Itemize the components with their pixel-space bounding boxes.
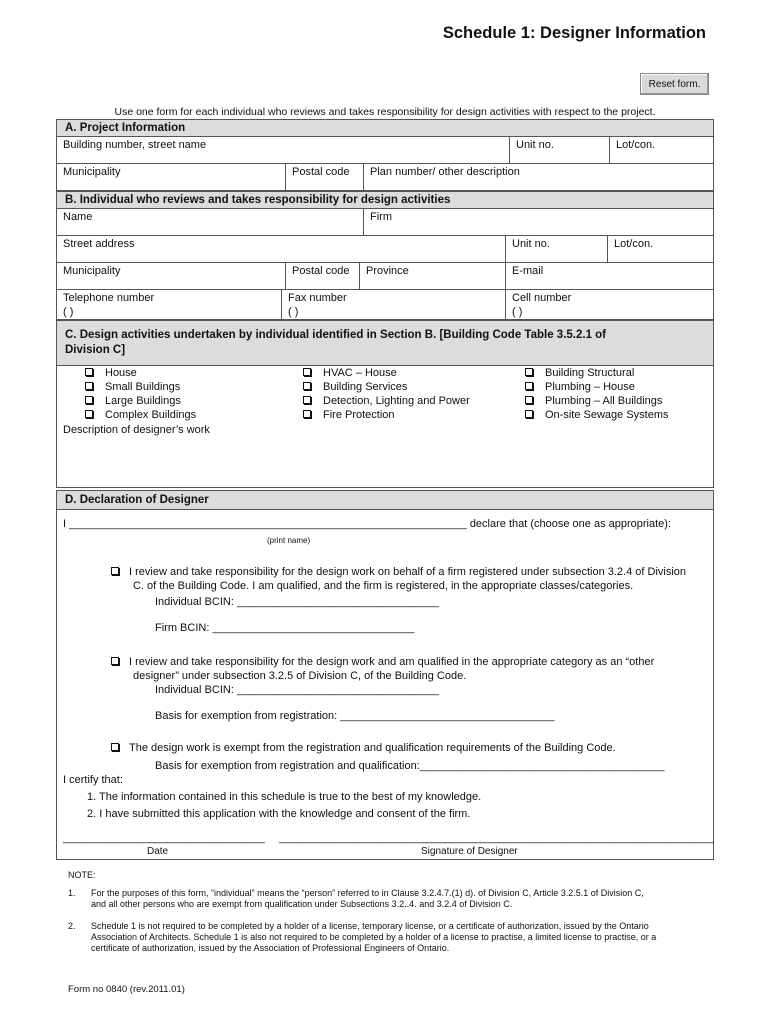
project-lot-field[interactable] bbox=[609, 137, 713, 163]
reset-form-button[interactable]: Reset form. bbox=[640, 73, 709, 95]
option-1-line-2: C. of the Building Code. I am qualified, and the firm is registered, in the appropriate classes/categories. bbox=[133, 580, 634, 592]
checkbox-complex-buildings[interactable]: Complex Buildings bbox=[85, 408, 196, 422]
checkbox-icon[interactable] bbox=[303, 410, 311, 418]
designer-municipality-field[interactable] bbox=[57, 263, 285, 289]
option-1-individual-bcin[interactable]: Individual BCIN: _________________________________ bbox=[155, 596, 439, 608]
designer-province-label: Province bbox=[366, 265, 409, 277]
page-title: Schedule 1: Designer Information bbox=[442, 24, 706, 42]
checkbox-icon[interactable] bbox=[525, 396, 533, 404]
designer-municipality-label: Municipality bbox=[63, 265, 121, 277]
date-field[interactable]: _________________________________ bbox=[63, 832, 265, 844]
project-postal-field[interactable] bbox=[285, 164, 363, 190]
checkbox-icon[interactable] bbox=[111, 657, 119, 665]
designer-firm-label: Firm bbox=[370, 211, 392, 223]
designer-cell-field[interactable] bbox=[505, 290, 713, 319]
designer-telephone-label: Telephone number bbox=[63, 292, 155, 304]
project-plan-field[interactable] bbox=[363, 164, 713, 190]
option-2-line-2: designer” under subsection 3.2.5 of Division C, of the Building Code. bbox=[133, 670, 467, 682]
checkbox-hvac-house[interactable]: HVAC – House bbox=[303, 366, 470, 380]
note-1-text: For the purposes of this form, “individual” means the “person” referred to in Clause 3.2.4.7.(1) d). of Division C, Article 3.2.5.1 of Division C, and all other persons who are exempt from qualification under Subsections 3.2..4. and 3.2.4 of Division C. bbox=[91, 888, 644, 909]
section-a-row-2 bbox=[56, 164, 714, 191]
section-c-heading-line-1: C. Design activities undertaken by individual identified in Section B. [Building Code Table 3.5.2.1 of bbox=[65, 329, 607, 341]
designer-postal-field[interactable] bbox=[285, 263, 359, 289]
designer-name-label: Name bbox=[63, 211, 93, 223]
designer-province-field[interactable] bbox=[359, 263, 505, 289]
project-municipality-label: Municipality bbox=[63, 166, 121, 178]
section-b-row-3 bbox=[56, 263, 714, 290]
signature-field[interactable]: _______________________________________________________________________ bbox=[279, 832, 714, 844]
designer-lot-label: Lot/con. bbox=[614, 238, 654, 250]
option-1[interactable]: I review and take responsibility for the design work on behalf of a firm registered under subsection 3.2.4 of Division bbox=[111, 566, 686, 578]
checkbox-icon[interactable] bbox=[525, 368, 533, 376]
section-c-heading bbox=[56, 320, 714, 366]
checkbox-icon[interactable] bbox=[303, 368, 311, 376]
print-name-caption: (print name) bbox=[267, 536, 311, 545]
checkbox-icon[interactable] bbox=[525, 382, 533, 390]
notes-heading: NOTE: bbox=[68, 870, 96, 880]
checkbox-icon[interactable] bbox=[85, 382, 93, 390]
section-b-heading: B. Individual who reviews and takes responsibility for design activities bbox=[56, 191, 714, 209]
checkbox-plumbing-all-buildings[interactable]: Plumbing – All Buildings bbox=[525, 394, 669, 408]
designer-street-field[interactable] bbox=[57, 236, 505, 262]
cell-area-code: ( ) bbox=[512, 306, 523, 318]
designer-cell-label: Cell number bbox=[512, 292, 572, 304]
declaration-box bbox=[56, 510, 714, 860]
designer-unit-label: Unit no. bbox=[512, 238, 550, 250]
checkbox-icon[interactable] bbox=[525, 410, 533, 418]
project-street-field[interactable] bbox=[57, 137, 509, 163]
checkbox-large-buildings[interactable]: Large Buildings bbox=[85, 394, 196, 408]
option-2-basis-exemption[interactable]: Basis for exemption from registration: ___________________________________ bbox=[155, 710, 555, 722]
checklist-column-2 bbox=[303, 366, 470, 422]
designer-telephone-field[interactable] bbox=[57, 290, 281, 319]
section-d-heading: D. Declaration of Designer bbox=[56, 490, 714, 510]
checkbox-icon[interactable] bbox=[85, 410, 93, 418]
option-1-firm-bcin[interactable]: Firm BCIN: _________________________________ bbox=[155, 622, 415, 634]
checkbox-icon[interactable] bbox=[85, 396, 93, 404]
checkbox-fire-protection[interactable]: Fire Protection bbox=[303, 408, 470, 422]
designer-email-field[interactable] bbox=[505, 263, 713, 289]
section-c-heading-line-2: Division C] bbox=[65, 344, 126, 356]
checkbox-icon[interactable] bbox=[111, 743, 119, 751]
option-3-basis-exemption[interactable]: Basis for exemption from registration and qualification:________________________________________ bbox=[155, 760, 665, 772]
fax-area-code: ( ) bbox=[288, 306, 299, 318]
checkbox-icon[interactable] bbox=[111, 567, 119, 575]
checkbox-building-structural[interactable]: Building Structural bbox=[525, 366, 669, 380]
designer-street-label: Street address bbox=[63, 238, 135, 250]
declare-line[interactable]: I _________________________________________________________________ declare that (choose one as appropriate): bbox=[63, 518, 671, 530]
checkbox-icon[interactable] bbox=[303, 396, 311, 404]
designer-lot-field[interactable] bbox=[607, 236, 713, 262]
project-postal-label: Postal code bbox=[292, 166, 350, 178]
checklist-column-3 bbox=[525, 366, 669, 422]
checkbox-small-buildings[interactable]: Small Buildings bbox=[85, 380, 196, 394]
note-1-number: 1. bbox=[68, 888, 76, 898]
certify-item-1: 1. The information contained in this schedule is true to the best of my knowledge. bbox=[87, 791, 482, 803]
project-plan-label: Plan number/ other description bbox=[370, 166, 520, 178]
checklist-column-1 bbox=[85, 366, 196, 422]
checkbox-icon[interactable] bbox=[85, 368, 93, 376]
form-number: Form no 0840 (rev.2011.01) bbox=[68, 984, 185, 995]
checkbox-onsite-sewage[interactable]: On-site Sewage Systems bbox=[525, 408, 669, 422]
designer-firm-field[interactable] bbox=[363, 209, 713, 235]
checkbox-detection-lighting-power[interactable]: Detection, Lighting and Power bbox=[303, 394, 470, 408]
project-street-label: Building number, street name bbox=[63, 139, 207, 151]
section-b-row-4 bbox=[56, 290, 714, 320]
section-a-row-1 bbox=[56, 137, 714, 164]
certify-item-2: 2. I have submitted this application with the knowledge and consent of the firm. bbox=[87, 808, 471, 820]
design-activities-checklist bbox=[56, 366, 714, 488]
project-unit-field[interactable] bbox=[509, 137, 609, 163]
checkbox-building-services[interactable]: Building Services bbox=[303, 380, 470, 394]
section-b-row-1 bbox=[56, 209, 714, 236]
designer-fax-field[interactable] bbox=[281, 290, 505, 319]
checkbox-house[interactable]: House bbox=[85, 366, 196, 380]
section-a-heading: A. Project Information bbox=[56, 119, 714, 137]
project-municipality-field[interactable] bbox=[57, 164, 285, 190]
designer-fax-label: Fax number bbox=[288, 292, 347, 304]
designer-email-label: E-mail bbox=[512, 265, 544, 277]
designer-unit-field[interactable] bbox=[505, 236, 607, 262]
designer-work-description-label: Description of designer’s work bbox=[63, 424, 210, 436]
option-2[interactable]: I review and take responsibility for the design work and am qualified in the appropriate category as an “other bbox=[111, 656, 654, 668]
note-2-text: Schedule 1 is not required to be completed by a holder of a license, temporary license, or a certificate of authorization, issued by the Ontario Association of Architects. Schedule 1 is also not required to be completed by a holder of a license to practise, a limited license to practise, or a certificate of authorization, issued by the Association of Professional Engineers of Ontario. bbox=[91, 921, 657, 953]
project-lot-label: Lot/con. bbox=[616, 139, 656, 151]
designer-name-field[interactable] bbox=[57, 209, 363, 235]
note-2-number: 2. bbox=[68, 921, 76, 931]
telephone-area-code: ( ) bbox=[63, 306, 74, 318]
option-3[interactable]: The design work is exempt from the registration and qualification requirements of the Building Code. bbox=[111, 742, 616, 754]
signature-caption: Signature of Designer bbox=[421, 846, 518, 857]
option-2-individual-bcin[interactable]: Individual BCIN: _________________________________ bbox=[155, 684, 439, 696]
section-b-row-2 bbox=[56, 236, 714, 263]
intro-text: Use one form for each individual who reviews and takes responsibility for design activities with respect to the project. bbox=[114, 106, 656, 118]
designer-postal-label: Postal code bbox=[292, 265, 350, 277]
certify-heading: I certify that: bbox=[63, 774, 123, 786]
project-unit-label: Unit no. bbox=[516, 139, 554, 151]
checkbox-plumbing-house[interactable]: Plumbing – House bbox=[525, 380, 669, 394]
date-caption: Date bbox=[147, 846, 169, 857]
checkbox-icon[interactable] bbox=[303, 382, 311, 390]
